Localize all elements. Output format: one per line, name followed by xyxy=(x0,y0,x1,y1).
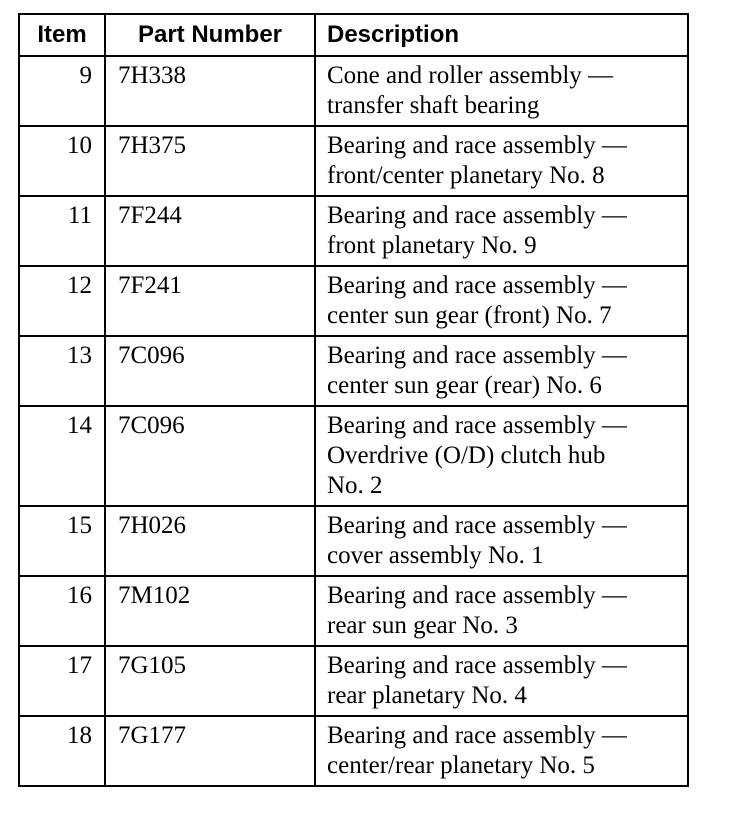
description-line: front/center planetary No. 8 xyxy=(327,162,605,189)
description-cell xyxy=(315,716,688,786)
description-cell xyxy=(315,56,688,126)
item-number-cell: 14 xyxy=(19,406,105,506)
item-number-cell: 16 xyxy=(19,576,105,646)
part-number-cell: 7F244 xyxy=(105,196,315,266)
description-line: Bearing and race assembly — xyxy=(327,582,627,609)
part-number-cell: 7H338 xyxy=(105,56,315,126)
table-row xyxy=(19,646,688,716)
parts-table xyxy=(18,13,689,787)
part-number-cell: 7G177 xyxy=(105,716,315,786)
item-number-cell: 9 xyxy=(19,56,105,126)
description-cell xyxy=(315,336,688,406)
part-number-cell: 7F241 xyxy=(105,266,315,336)
table-row xyxy=(19,266,688,336)
table-row xyxy=(19,506,688,576)
table-header xyxy=(19,14,688,56)
item-number-cell: 13 xyxy=(19,336,105,406)
description-cell xyxy=(315,126,688,196)
description-line: Bearing and race assembly — xyxy=(327,412,627,439)
table-row xyxy=(19,576,688,646)
table-body xyxy=(19,56,688,786)
table-row xyxy=(19,126,688,196)
description-line: Bearing and race assembly — xyxy=(327,342,627,369)
item-number-cell: 15 xyxy=(19,506,105,576)
part-number-cell: 7C096 xyxy=(105,336,315,406)
description-cell xyxy=(315,266,688,336)
description-line: cover assembly No. 1 xyxy=(327,542,544,569)
description-line: Bearing and race assembly — xyxy=(327,512,627,539)
description-cell xyxy=(315,576,688,646)
description-line: rear sun gear No. 3 xyxy=(327,612,518,639)
column-header-part-number: Part Number xyxy=(105,14,315,56)
part-number-cell: 7H026 xyxy=(105,506,315,576)
table-row xyxy=(19,56,688,126)
description-line: center sun gear (rear) No. 6 xyxy=(327,372,602,399)
description-cell xyxy=(315,196,688,266)
item-number-cell: 11 xyxy=(19,196,105,266)
description-line: No. 2 xyxy=(327,472,383,499)
description-line: rear planetary No. 4 xyxy=(327,682,527,709)
description-line: transfer shaft bearing xyxy=(327,92,540,119)
item-number-cell: 10 xyxy=(19,126,105,196)
description-line: front planetary No. 9 xyxy=(327,232,537,259)
table-row xyxy=(19,336,688,406)
description-line: Bearing and race assembly — xyxy=(327,652,627,679)
header-row xyxy=(19,14,688,56)
item-number-cell: 18 xyxy=(19,716,105,786)
part-number-cell: 7C096 xyxy=(105,406,315,506)
table-row xyxy=(19,196,688,266)
description-line: Overdrive (O/D) clutch hub xyxy=(327,442,606,469)
part-number-cell: 7G105 xyxy=(105,646,315,716)
description-line: center sun gear (front) No. 7 xyxy=(327,302,612,329)
description-line: Cone and roller assembly — xyxy=(327,62,614,89)
part-number-cell: 7H375 xyxy=(105,126,315,196)
description-line: Bearing and race assembly — xyxy=(327,132,627,159)
item-number-cell: 17 xyxy=(19,646,105,716)
column-header-item: Item xyxy=(19,14,105,56)
table-row xyxy=(19,406,688,506)
description-line: center/rear planetary No. 5 xyxy=(327,752,595,779)
description-cell xyxy=(315,506,688,576)
description-line: Bearing and race assembly — xyxy=(327,722,627,749)
part-number-cell: 7M102 xyxy=(105,576,315,646)
item-number-cell: 12 xyxy=(19,266,105,336)
description-cell xyxy=(315,646,688,716)
description-line: Bearing and race assembly — xyxy=(327,272,627,299)
description-line: Bearing and race assembly — xyxy=(327,202,627,229)
column-header-description: Description xyxy=(315,14,688,56)
table-row xyxy=(19,716,688,786)
description-cell xyxy=(315,406,688,506)
